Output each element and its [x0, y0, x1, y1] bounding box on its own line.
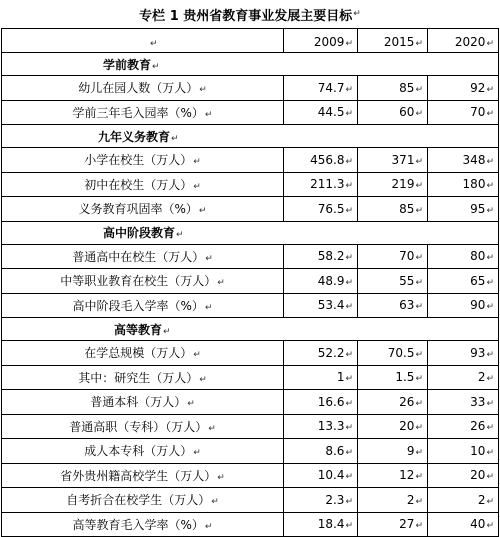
return-mark: ↵ — [163, 326, 171, 337]
table-row — [2, 172, 499, 197]
return-mark: ↵ — [171, 133, 179, 144]
value-cell-2009 — [284, 293, 358, 318]
return-mark: ↵ — [217, 472, 225, 483]
row-label — [2, 76, 284, 101]
value-cell-2020-text: 2 — [477, 492, 486, 507]
table-title-row — [0, 0, 500, 28]
value-cell-2020-text: 90 — [470, 298, 486, 313]
return-mark: ↵ — [415, 398, 423, 409]
value-cell-2020 — [428, 100, 499, 125]
table-body — [2, 29, 499, 537]
value-cell-2020-text: 20 — [470, 468, 486, 483]
return-mark: ↵ — [486, 205, 494, 216]
return-mark: ↵ — [345, 39, 353, 49]
value-cell-2015-text: 85 — [399, 80, 415, 95]
header-blank-cell — [2, 29, 284, 53]
value-cell-2020 — [428, 269, 499, 294]
value-cell-2009-text: 74.7 — [317, 80, 345, 95]
return-mark: ↵ — [187, 399, 195, 410]
return-mark: ↵ — [152, 61, 160, 72]
return-mark: ↵ — [345, 374, 353, 385]
table-row — [2, 100, 499, 125]
return-mark: ↵ — [345, 349, 353, 360]
value-cell-2009 — [284, 148, 358, 173]
value-cell-2020 — [428, 244, 499, 269]
value-cell-2009-text: 58.2 — [317, 249, 345, 264]
return-mark: ↵ — [150, 39, 158, 49]
row-label — [2, 512, 284, 537]
table-row — [2, 488, 499, 513]
row-label-text: 中等职业教育在校生（万人） — [60, 274, 217, 289]
return-mark: ↵ — [486, 521, 494, 532]
value-cell-2015 — [358, 488, 428, 513]
value-cell-2020 — [428, 488, 499, 513]
return-mark: ↵ — [205, 253, 213, 264]
row-label — [2, 269, 284, 294]
value-cell-2009-text: 8.6 — [325, 443, 345, 458]
return-mark: ↵ — [415, 447, 423, 458]
return-mark: ↵ — [198, 206, 207, 217]
row-label — [2, 439, 284, 464]
value-cell-2009 — [284, 463, 358, 488]
value-cell-2009 — [284, 488, 358, 513]
row-label-text: 小学在校生（万人） — [84, 153, 193, 168]
table-row — [2, 365, 499, 390]
value-cell-2015 — [358, 390, 428, 415]
value-cell-2009 — [284, 172, 358, 197]
header-row — [2, 29, 499, 53]
row-label-text: 高中阶段毛入学率（%） — [72, 298, 204, 313]
return-mark: ↵ — [345, 156, 353, 167]
value-cell-2009-text: 76.5 — [317, 201, 345, 216]
section-heading — [2, 318, 499, 341]
value-cell-2009-text: 2.3 — [325, 492, 345, 507]
return-mark: ↵ — [211, 497, 219, 508]
value-cell-2020 — [428, 512, 499, 537]
return-mark: ↵ — [415, 156, 423, 167]
section-heading-text: 高中阶段教育 — [103, 226, 176, 240]
return-mark: ↵ — [486, 496, 494, 507]
return-mark: ↵ — [345, 302, 353, 313]
value-cell-2009 — [284, 512, 358, 537]
year-header-2015 — [358, 29, 428, 53]
return-mark: ↵ — [415, 423, 423, 434]
table-row — [2, 197, 499, 222]
return-mark: ↵ — [345, 253, 353, 264]
return-mark: ↵ — [415, 472, 423, 483]
value-cell-2020 — [428, 414, 499, 439]
row-label-text: 自考折合在校学生（万人） — [66, 493, 211, 508]
return-mark: ↵ — [415, 521, 423, 532]
row-label-text: 普通高中在校生（万人） — [72, 249, 205, 264]
value-cell-2020 — [428, 293, 499, 318]
return-mark: ↵ — [415, 277, 423, 288]
value-cell-2015 — [358, 512, 428, 537]
row-label — [2, 100, 284, 125]
row-label-text: 其中：研究生（万人） — [78, 370, 199, 385]
return-mark: ↵ — [486, 181, 494, 192]
value-cell-2009 — [284, 244, 358, 269]
return-mark: ↵ — [345, 277, 353, 288]
row-label — [2, 341, 284, 366]
section-heading — [2, 125, 499, 148]
value-cell-2020 — [428, 439, 499, 464]
return-mark: ↵ — [176, 230, 184, 240]
value-cell-2020-text: 348 — [462, 152, 486, 167]
row-label — [2, 390, 284, 415]
row-label — [2, 172, 284, 197]
value-cell-2015-text: 63 — [399, 298, 415, 313]
value-cell-2020 — [428, 365, 499, 390]
section-row — [2, 125, 499, 148]
value-cell-2020-text: 95 — [470, 201, 486, 216]
value-cell-2015 — [358, 463, 428, 488]
return-mark: ↵ — [345, 472, 353, 483]
education-targets-table — [1, 28, 499, 537]
value-cell-2009-text: 52.2 — [317, 345, 345, 360]
return-mark: ↵ — [208, 423, 216, 434]
return-mark: ↵ — [345, 398, 353, 409]
value-cell-2020 — [428, 148, 499, 173]
return-mark: ↵ — [415, 374, 423, 385]
row-label — [2, 197, 284, 222]
value-cell-2015-text: 9 — [406, 443, 415, 458]
row-label — [2, 365, 284, 390]
return-mark: ↵ — [486, 398, 494, 409]
value-cell-2020-text: 80 — [470, 249, 486, 264]
table-row — [2, 293, 499, 318]
return-mark: ↵ — [486, 302, 494, 313]
return-mark: ↵ — [345, 521, 353, 532]
value-cell-2020-text: 92 — [470, 80, 486, 95]
value-cell-2015 — [358, 341, 428, 366]
return-mark: ↵ — [415, 205, 423, 216]
value-cell-2015-text: 55 — [399, 273, 415, 288]
row-label — [2, 488, 284, 513]
value-cell-2009 — [284, 269, 358, 294]
return-mark: ↵ — [486, 156, 494, 167]
value-cell-2015 — [358, 76, 428, 101]
section-heading-text: 学前教育 — [103, 57, 152, 72]
row-label — [2, 463, 284, 488]
value-cell-2009-text: 53.4 — [317, 298, 345, 313]
return-mark: ↵ — [199, 85, 207, 96]
value-cell-2015 — [358, 414, 428, 439]
table-row — [2, 463, 499, 488]
year-header-2020-text: 2020 — [454, 35, 486, 49]
value-cell-2015-text: 70 — [399, 249, 415, 264]
return-mark: ↵ — [217, 278, 225, 289]
return-mark: ↵ — [204, 109, 213, 120]
value-cell-2015-text: 12 — [399, 468, 415, 483]
section-heading-text: 九年义务教育 — [98, 129, 171, 144]
value-cell-2020-text: 180 — [462, 177, 486, 192]
row-label-text: 初中在校生（万人） — [84, 177, 193, 192]
year-header-2009 — [284, 29, 358, 53]
value-cell-2020-text: 10 — [470, 443, 486, 458]
value-cell-2020-text: 93 — [470, 345, 486, 360]
value-cell-2015 — [358, 172, 428, 197]
table-row — [2, 76, 499, 101]
row-label — [2, 148, 284, 173]
value-cell-2009-text: 1 — [336, 370, 345, 385]
value-cell-2009-text: 16.6 — [317, 394, 345, 409]
return-mark: ↵ — [486, 349, 494, 360]
return-mark: ↵ — [345, 181, 353, 192]
value-cell-2015 — [358, 439, 428, 464]
row-label-text: 高等教育毛入学率（%） — [72, 517, 204, 532]
return-mark: ↵ — [415, 496, 423, 507]
row-label-text: 省外贵州籍高校学生（万人） — [60, 468, 217, 483]
return-mark: ↵ — [415, 349, 423, 360]
value-cell-2015-text: 70.5 — [387, 345, 415, 360]
value-cell-2020 — [428, 172, 499, 197]
section-row — [2, 221, 499, 244]
value-cell-2020-text: 33 — [470, 394, 486, 409]
value-cell-2009 — [284, 365, 358, 390]
return-mark: ↵ — [204, 302, 213, 313]
row-label-text: 义务教育巩固率（%） — [78, 202, 198, 217]
return-mark: ↵ — [486, 423, 494, 434]
return-mark: ↵ — [415, 253, 423, 264]
value-cell-2015 — [358, 244, 428, 269]
value-cell-2009 — [284, 341, 358, 366]
value-cell-2020-text: 40 — [470, 517, 486, 532]
section-heading-text: 高等教育 — [114, 322, 163, 337]
section-row — [2, 318, 499, 341]
value-cell-2020 — [428, 197, 499, 222]
value-cell-2020 — [428, 390, 499, 415]
return-mark: ↵ — [204, 521, 213, 532]
row-label-text: 在学总规模（万人） — [84, 346, 193, 361]
year-header-2009-text: 2009 — [313, 35, 345, 49]
value-cell-2020-text: 2 — [477, 370, 486, 385]
return-mark: ↵ — [199, 374, 207, 385]
table-title: 专栏 1 贵州省教育事业发展主要目标 — [139, 8, 353, 24]
value-cell-2009 — [284, 76, 358, 101]
row-label-text: 普通本科（万人） — [90, 395, 187, 410]
return-mark: ↵ — [345, 447, 353, 458]
return-mark: ↵ — [486, 447, 494, 458]
table-row — [2, 439, 499, 464]
section-row — [2, 53, 499, 76]
return-mark: ↵ — [415, 84, 423, 95]
return-mark: ↵ — [345, 496, 353, 507]
table-row — [2, 341, 499, 366]
value-cell-2015-text: 85 — [399, 201, 415, 216]
value-cell-2015 — [358, 365, 428, 390]
value-cell-2009 — [284, 439, 358, 464]
value-cell-2015-text: 219 — [391, 177, 415, 192]
value-cell-2020 — [428, 341, 499, 366]
return-mark: ↵ — [345, 205, 353, 216]
row-label-text: 幼儿在园人数（万人） — [78, 81, 199, 96]
return-mark: ↵ — [415, 302, 423, 313]
table-row — [2, 244, 499, 269]
year-header-2015-text: 2015 — [383, 35, 415, 49]
value-cell-2009-text: 13.3 — [317, 419, 345, 434]
value-cell-2009-text: 48.9 — [317, 273, 345, 288]
value-cell-2009 — [284, 197, 358, 222]
value-cell-2009 — [284, 390, 358, 415]
row-label-text: 成人本专科（万人） — [84, 444, 193, 459]
return-mark: ↵ — [415, 181, 423, 192]
row-label — [2, 244, 284, 269]
value-cell-2015 — [358, 100, 428, 125]
value-cell-2009 — [284, 414, 358, 439]
return-mark: ↵ — [415, 39, 423, 49]
value-cell-2020 — [428, 463, 499, 488]
return-mark: ↵ — [415, 109, 423, 120]
return-mark: ↵ — [486, 253, 494, 264]
value-cell-2009-text: 456.8 — [310, 152, 345, 167]
value-cell-2020-text: 26 — [470, 419, 486, 434]
return-mark: ↵ — [486, 39, 494, 49]
table-row — [2, 269, 499, 294]
table-row — [2, 148, 499, 173]
value-cell-2009 — [284, 100, 358, 125]
value-cell-2015-text: 20 — [399, 419, 415, 434]
return-mark: ↵ — [193, 448, 201, 459]
return-mark: ↵ — [353, 9, 361, 19]
return-mark: ↵ — [486, 472, 494, 483]
return-mark: ↵ — [486, 374, 494, 385]
value-cell-2015-text: 27 — [399, 517, 415, 532]
row-label — [2, 414, 284, 439]
return-mark: ↵ — [193, 181, 201, 192]
value-cell-2020-text: 70 — [470, 105, 486, 120]
value-cell-2009-text: 211.3 — [310, 177, 345, 192]
value-cell-2015-text: 1.5 — [395, 370, 415, 385]
return-mark: ↵ — [486, 109, 494, 120]
value-cell-2015 — [358, 269, 428, 294]
value-cell-2015-text: 26 — [399, 394, 415, 409]
value-cell-2009-text: 44.5 — [317, 105, 345, 120]
value-cell-2015 — [358, 148, 428, 173]
value-cell-2015 — [358, 197, 428, 222]
section-heading — [2, 53, 499, 76]
return-mark: ↵ — [486, 84, 494, 95]
return-mark: ↵ — [193, 350, 201, 361]
value-cell-2015 — [358, 293, 428, 318]
section-heading — [2, 221, 499, 244]
table-row — [2, 512, 499, 537]
row-label-text: 学前三年毛入园率（%） — [72, 105, 204, 120]
return-mark: ↵ — [193, 157, 201, 168]
value-cell-2015-text: 60 — [399, 105, 415, 120]
table-row — [2, 390, 499, 415]
value-cell-2015-text: 371 — [391, 152, 415, 167]
row-label-text: 普通高职（专科）（万人） — [69, 419, 208, 434]
value-cell-2020-text: 65 — [470, 273, 486, 288]
return-mark: ↵ — [345, 109, 353, 120]
table-row — [2, 414, 499, 439]
value-cell-2009-text: 18.4 — [317, 517, 345, 532]
return-mark: ↵ — [345, 84, 353, 95]
row-label — [2, 293, 284, 318]
value-cell-2009-text: 10.4 — [317, 468, 345, 483]
value-cell-2020 — [428, 76, 499, 101]
return-mark: ↵ — [345, 423, 353, 434]
value-cell-2015-text: 2 — [406, 492, 415, 507]
year-header-2020 — [428, 29, 499, 53]
return-mark: ↵ — [486, 277, 494, 288]
